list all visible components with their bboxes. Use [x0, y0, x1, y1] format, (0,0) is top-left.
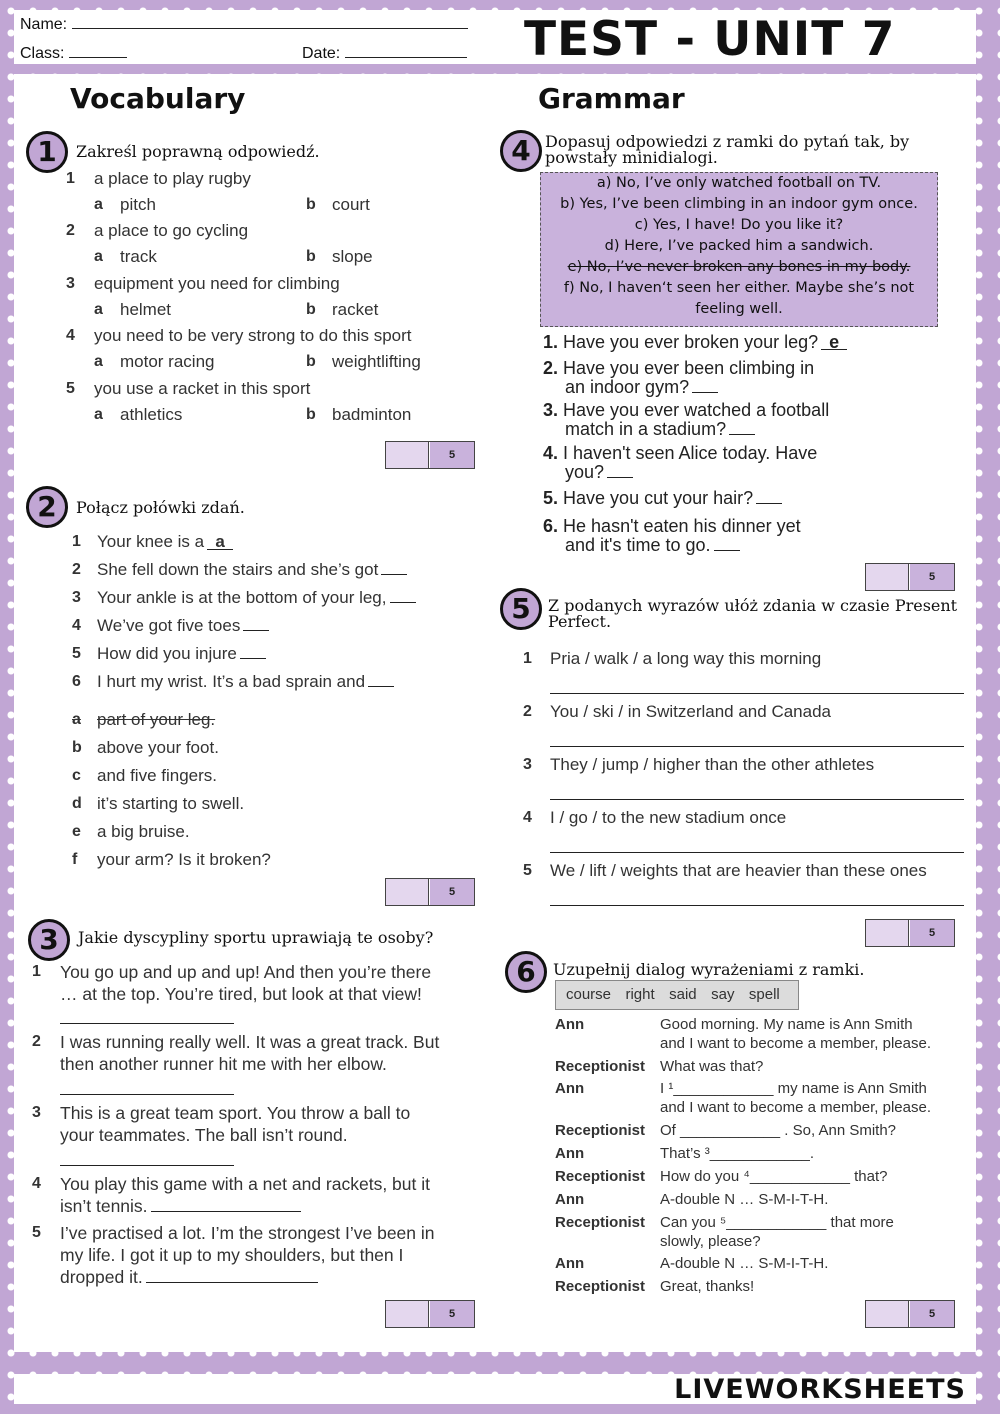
- exercise-5-instruction: Z podanych wyrazów ułóż zdania w czasie Present Perfect.: [548, 596, 958, 631]
- word-option: said: [669, 986, 697, 1003]
- option-letter-b: b: [306, 406, 316, 423]
- item-number: 6: [72, 673, 81, 690]
- answer-line[interactable]: [146, 1270, 318, 1283]
- exercise-5-number: 5: [500, 588, 542, 630]
- exercise-4-answer-box: [540, 172, 938, 327]
- dialog-line[interactable]: That’s ³____________.: [660, 1145, 815, 1162]
- date-field[interactable]: [345, 43, 467, 58]
- ending-text: and five fingers.: [97, 766, 218, 785]
- date-row: [302, 43, 467, 63]
- score-max: 5: [910, 920, 954, 946]
- item-question: a place to go cycling: [94, 221, 249, 240]
- item-prompt: You / ski / in Switzerland and Canada: [550, 702, 831, 721]
- exercise-3-score-box: [385, 1300, 475, 1328]
- score-max: 5: [910, 1301, 954, 1327]
- answer-blank[interactable]: a: [207, 535, 233, 550]
- dialog-line: A-double N … S-M-I-T-H.: [660, 1191, 829, 1208]
- ending-letter: c: [72, 767, 81, 784]
- item-sentence: We’ve got five toes: [97, 616, 269, 636]
- class-label: Class:: [20, 45, 65, 62]
- answer-line[interactable]: [550, 693, 964, 694]
- option-a[interactable]: pitch: [120, 195, 156, 214]
- ending-letter: d: [72, 795, 82, 812]
- ending-letter: f: [72, 851, 78, 868]
- option-a[interactable]: track: [120, 247, 157, 266]
- option-b[interactable]: racket: [332, 300, 379, 319]
- ending-text: your arm? Is it broken?: [97, 850, 271, 869]
- answer-blank[interactable]: e: [821, 335, 847, 350]
- item-text: my life. I got it up to my shoulders, but then I: [60, 1245, 404, 1265]
- liveworksheets-logo[interactable]: LIVEWORKSHEETS: [674, 1374, 966, 1405]
- page-title: TEST - UNIT 7: [524, 12, 896, 67]
- speaker: Ann: [555, 1255, 585, 1272]
- exercise-2-score-box: [385, 878, 475, 906]
- answer-line[interactable]: [60, 1023, 234, 1024]
- score-input[interactable]: [866, 920, 909, 946]
- answer-blank[interactable]: [381, 574, 407, 575]
- answer-option: d) Here, I’ve packed him a sandwich.: [604, 238, 874, 254]
- item-sentence: She fell down the stairs and she’s got: [97, 560, 407, 580]
- question-row-cont: you?: [565, 463, 633, 482]
- header: [14, 10, 976, 67]
- ending-letter: b: [72, 739, 82, 756]
- exercise-3-number: 3: [28, 919, 70, 961]
- item-text: your teammates. The ball isn’t round.: [60, 1125, 348, 1145]
- class-field[interactable]: [69, 43, 127, 58]
- speaker: Receptionist: [555, 1122, 646, 1139]
- ending-letter: e: [72, 823, 81, 840]
- vocabulary-heading: Vocabulary: [70, 82, 246, 115]
- option-a[interactable]: motor racing: [120, 352, 215, 371]
- dialog-line: A-double N … S-M-I-T-H.: [660, 1255, 829, 1272]
- item-number: 2: [32, 1033, 41, 1050]
- question-row: 1. Have you ever broken your leg? e: [543, 333, 847, 352]
- item-number: 4: [32, 1175, 41, 1192]
- speaker: Ann: [555, 1191, 585, 1208]
- score-input[interactable]: [386, 879, 429, 905]
- ending-text: part of your leg.: [97, 710, 216, 729]
- item-number: 1: [32, 963, 41, 980]
- question-row: 2. Have you ever been climbing in: [543, 358, 815, 378]
- exercise-6-instruction: Uzupełnij dialog wyrażeniami z ramki.: [553, 960, 865, 979]
- item-text: isn’t tennis.: [60, 1196, 301, 1217]
- name-field[interactable]: [72, 14, 468, 29]
- answer-line[interactable]: [550, 905, 964, 906]
- date-label: Date:: [302, 45, 341, 62]
- answer-line[interactable]: [550, 852, 964, 853]
- option-b[interactable]: weightlifting: [332, 352, 421, 371]
- answer-option: b) Yes, I’ve been climbing in an indoor gym once.: [560, 196, 918, 212]
- ending-text: above your foot.: [97, 738, 219, 757]
- item-sentence: Your knee is a a: [97, 532, 233, 552]
- exercise-5-score-box: [865, 919, 955, 947]
- question-row: 6. He hasn't eaten his dinner yet: [543, 516, 801, 536]
- speaker: Ann: [555, 1080, 585, 1097]
- answer-line[interactable]: [550, 746, 964, 747]
- answer-option-used: e) No, I’ve never broken any bones in my body.: [567, 259, 911, 275]
- name-row: [20, 14, 468, 34]
- item-question: equipment you need for climbing: [94, 274, 340, 293]
- item-prompt: Pria / walk / a long way this morning: [550, 649, 822, 668]
- answer-line[interactable]: [550, 799, 964, 800]
- score-input[interactable]: [386, 442, 429, 468]
- option-b[interactable]: court: [332, 195, 370, 214]
- answer-line[interactable]: [151, 1199, 301, 1212]
- answer-blank[interactable]: [756, 503, 782, 504]
- answer-blank[interactable]: [607, 477, 633, 478]
- score-max: 5: [430, 1301, 474, 1327]
- item-number: 3: [523, 756, 532, 773]
- speaker: Ann: [555, 1145, 585, 1162]
- exercise-4-instruction: Dopasuj odpowiedzi z ramki do pytań tak, by powstały minidialogi.: [545, 132, 910, 167]
- item-prompt: We / lift / weights that are heavier than these ones: [550, 861, 927, 880]
- answer-blank[interactable]: [243, 630, 269, 631]
- dialog-line[interactable]: Of ____________ . So, Ann Smith?: [660, 1122, 897, 1139]
- question-row: 5. Have you cut your hair?: [543, 489, 782, 508]
- option-b[interactable]: slope: [332, 247, 373, 266]
- exercise-1-instruction: Zakreśl poprawną odpowiedź.: [76, 142, 320, 161]
- option-b[interactable]: badminton: [332, 405, 412, 424]
- item-question: a place to play rugby: [94, 169, 251, 188]
- name-label: Name:: [20, 16, 68, 33]
- exercise-6-number: 6: [505, 951, 547, 993]
- exercise-2-number: 2: [26, 486, 68, 528]
- speaker: Receptionist: [555, 1168, 646, 1185]
- score-max: 5: [430, 879, 474, 905]
- speaker: Receptionist: [555, 1214, 646, 1231]
- dialog-line[interactable]: I ¹____________ my name is Ann Smith and I want to become a member, please.: [660, 1080, 931, 1116]
- option-letter-a: a: [94, 406, 103, 423]
- ending-text: it’s starting to swell.: [97, 794, 245, 813]
- item-number: 2: [523, 703, 532, 720]
- item-text: … at the top. You’re tired, but look at that view!: [60, 984, 422, 1004]
- answer-blank[interactable]: [368, 686, 394, 687]
- dialog-line[interactable]: How do you ⁴____________ that?: [660, 1168, 888, 1185]
- word-option: say: [711, 986, 735, 1003]
- class-row: [20, 43, 127, 63]
- option-letter-b: b: [306, 248, 316, 265]
- item-number: 5: [66, 380, 75, 397]
- speaker: Receptionist: [555, 1278, 646, 1295]
- item-number: 1: [72, 533, 81, 550]
- score-input[interactable]: [386, 1301, 429, 1327]
- answer-option: f) No, I haven‘t seen her either. Maybe she’s not: [563, 280, 915, 296]
- item-number: 2: [66, 222, 75, 239]
- item-text: then another runner hit me with her elbow.: [60, 1054, 387, 1074]
- item-number: 4: [66, 327, 75, 344]
- question-row: 4. I haven't seen Alice today. Have: [543, 443, 818, 463]
- answer-line[interactable]: [60, 1094, 234, 1095]
- exercise-1-number: 1: [26, 131, 68, 173]
- option-a[interactable]: helmet: [120, 300, 172, 319]
- item-number: 4: [523, 809, 532, 826]
- item-text: dropped it.: [60, 1267, 318, 1288]
- item-number: 2: [72, 561, 81, 578]
- dialog-line[interactable]: Can you ⁵____________ that more slowly, please?: [660, 1214, 894, 1250]
- item-number: 5: [523, 862, 532, 879]
- answer-line[interactable]: [60, 1165, 234, 1166]
- word-option: course: [566, 986, 612, 1003]
- answer-blank[interactable]: [692, 392, 718, 393]
- ending-text: a big bruise.: [97, 822, 190, 841]
- item-question: you use a racket in this sport: [94, 379, 311, 398]
- option-letter-a: a: [94, 301, 103, 318]
- item-number: 1: [523, 650, 532, 667]
- item-number: 1: [66, 170, 75, 187]
- question-row-cont: and it's time to go.: [565, 536, 740, 555]
- item-number: 3: [32, 1104, 41, 1121]
- option-letter-a: a: [94, 248, 103, 265]
- answer-option: a) No, I’ve only watched football on TV.: [596, 175, 882, 191]
- answer-option: c) Yes, I have! Do you like it?: [634, 217, 844, 233]
- item-question: you need to be very strong to do this sport: [94, 326, 412, 345]
- question-row: 3. Have you ever watched a football: [543, 400, 830, 420]
- item-number: 5: [32, 1224, 41, 1241]
- question-row-cont: match in a stadium?: [565, 420, 755, 439]
- exercise-6-score-box: [865, 1300, 955, 1328]
- option-letter-b: b: [306, 301, 316, 318]
- item-number: 3: [66, 275, 75, 292]
- exercise-4-number: 4: [500, 130, 542, 172]
- speaker: Ann: [555, 1016, 585, 1033]
- item-sentence: I hurt my wrist. It’s a bad sprain and: [97, 672, 394, 692]
- option-letter-a: a: [94, 196, 103, 213]
- word-option: spell: [748, 986, 780, 1003]
- dialog-line: What was that?: [660, 1058, 764, 1075]
- option-letter-b: b: [306, 353, 316, 370]
- score-input[interactable]: [866, 1301, 909, 1327]
- dialog-line: Good morning. My name is Ann Smith and I want to become a member, please.: [660, 1016, 931, 1052]
- ending-letter: a: [72, 711, 81, 728]
- option-letter-a: a: [94, 353, 103, 370]
- word-option: right: [625, 986, 655, 1003]
- item-text: You play this game with a net and rackets, but it: [60, 1174, 430, 1194]
- score-input[interactable]: [866, 564, 909, 590]
- item-number: 4: [72, 617, 81, 634]
- item-prompt: I / go / to the new stadium once: [550, 808, 787, 827]
- speaker: Receptionist: [555, 1058, 646, 1075]
- answer-blank[interactable]: [390, 602, 416, 603]
- answer-blank[interactable]: [240, 658, 266, 659]
- score-max: 5: [910, 564, 954, 590]
- score-max: 5: [430, 442, 474, 468]
- item-prompt: They / jump / higher than the other athletes: [550, 755, 875, 774]
- answer-blank[interactable]: [714, 550, 740, 551]
- question-row-cont: an indoor gym?: [565, 378, 718, 397]
- item-sentence: How did you injure: [97, 644, 266, 664]
- item-sentence: Your ankle is at the bottom of your leg,: [97, 588, 416, 608]
- item-number: 5: [72, 645, 81, 662]
- exercise-1-score-box: [385, 441, 475, 469]
- exercise-2-instruction: Połącz połówki zdań.: [76, 498, 245, 517]
- item-text: This is a great team sport. You throw a ball to: [60, 1103, 411, 1123]
- item-text: I was running really well. It was a great track. But: [60, 1032, 440, 1052]
- item-text: You go up and up and up! And then you’re there: [60, 962, 432, 982]
- answer-blank[interactable]: [729, 434, 755, 435]
- item-number: 3: [72, 589, 81, 606]
- exercise-4-score-box: [865, 563, 955, 591]
- answer-option: feeling well.: [695, 301, 783, 317]
- exercise-6-word-box: [555, 980, 799, 1010]
- item-text: I’ve practised a lot. I’m the strongest I’ve been in: [60, 1223, 435, 1243]
- worksheet-panel: [14, 74, 976, 1352]
- exercise-3-instruction: Jakie dyscypliny sportu uprawiają te osoby?: [78, 928, 434, 947]
- grammar-heading: Grammar: [538, 82, 685, 115]
- option-letter-b: b: [306, 196, 316, 213]
- option-a[interactable]: athletics: [120, 405, 183, 424]
- dialog-line: Great, thanks!: [660, 1278, 755, 1295]
- footer: [14, 1374, 976, 1404]
